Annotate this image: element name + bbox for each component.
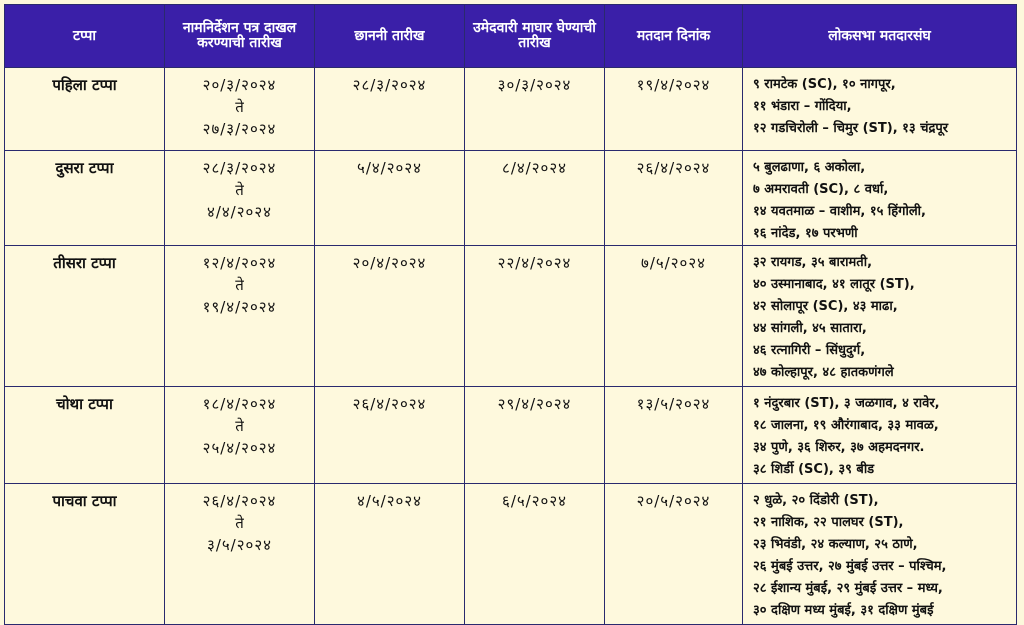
constituency-line: ११ भंडारा – गोंदिया, bbox=[753, 99, 852, 114]
nomination-to: ४/४/२०२४ bbox=[207, 203, 272, 221]
polling-cell bbox=[605, 246, 743, 387]
header-withdrawal: उमेदवारी माघार घेण्याची तारीख bbox=[465, 5, 605, 68]
election-schedule-table bbox=[4, 4, 1017, 625]
constituencies-cell bbox=[743, 484, 1017, 625]
constituency-line: ४७ कोल्हापूर, ४८ हातकणंगले bbox=[753, 365, 894, 380]
polling-date: १९/४/२०२४ bbox=[636, 76, 711, 94]
to-word: ते bbox=[235, 98, 244, 116]
nomination-to: २७/३/२०२४ bbox=[202, 120, 277, 138]
phase-cell: चोथा टप्पा bbox=[5, 387, 165, 484]
constituency-line: २ धुळे, २० दिंडोरी (ST), bbox=[753, 493, 879, 508]
table-row bbox=[5, 246, 1017, 387]
nomination-cell bbox=[165, 246, 315, 387]
header-constituencies: लोकसभा मतदारसंघ bbox=[743, 5, 1017, 68]
scrutiny-date: २६/४/२०२४ bbox=[352, 395, 427, 413]
to-word: ते bbox=[235, 181, 244, 199]
withdrawal-date: ८/४/२०२४ bbox=[502, 159, 567, 177]
nomination-to: ३/५/२०२४ bbox=[207, 536, 272, 554]
constituency-line: ४० उस्मानाबाद, ४१ लातूर (ST), bbox=[753, 277, 915, 292]
nomination-cell bbox=[165, 151, 315, 246]
nomination-to: २५/४/२०२४ bbox=[202, 439, 277, 457]
withdrawal-date: ३०/३/२०२४ bbox=[497, 76, 572, 94]
constituencies-cell bbox=[743, 68, 1017, 151]
withdrawal-cell bbox=[465, 484, 605, 625]
constituency-line: ७ अमरावती (SC), ८ वर्धा, bbox=[753, 182, 889, 197]
to-word: ते bbox=[235, 514, 244, 532]
nomination-from: १८/४/२०२४ bbox=[202, 395, 277, 413]
to-word: ते bbox=[235, 417, 244, 435]
withdrawal-date: २२/४/२०२४ bbox=[497, 254, 572, 272]
constituency-line: ४२ सोलापूर (SC), ४३ माढा, bbox=[753, 299, 898, 314]
nomination-cell bbox=[165, 68, 315, 151]
scrutiny-cell bbox=[315, 68, 465, 151]
header-phase: टप्पा bbox=[5, 5, 165, 68]
scrutiny-cell bbox=[315, 484, 465, 625]
constituency-line: २३ भिवंडी, २४ कल्याण, २५ ठाणे, bbox=[753, 537, 918, 552]
constituency-line: २१ नाशिक, २२ पालघर (ST), bbox=[753, 515, 904, 530]
nomination-from: २०/३/२०२४ bbox=[202, 76, 277, 94]
phase-cell: पाचवा टप्पा bbox=[5, 484, 165, 625]
polling-cell bbox=[605, 151, 743, 246]
scrutiny-date: २०/४/२०२४ bbox=[352, 254, 427, 272]
table-row bbox=[5, 387, 1017, 484]
withdrawal-cell bbox=[465, 68, 605, 151]
table-row bbox=[5, 68, 1017, 151]
withdrawal-cell bbox=[465, 151, 605, 246]
constituency-line: १६ नांदेड, १७ परभणी bbox=[753, 226, 858, 241]
constituency-line: ३२ रायगड, ३५ बारामती, bbox=[753, 255, 873, 270]
constituencies-cell bbox=[743, 246, 1017, 387]
scrutiny-date: २८/३/२०२४ bbox=[352, 76, 427, 94]
table-row bbox=[5, 151, 1017, 246]
constituency-line: ३८ शिर्डी (SC), ३९ बीड bbox=[753, 462, 875, 477]
nomination-to: १९/४/२०२४ bbox=[202, 298, 277, 316]
polling-date: ७/५/२०२४ bbox=[641, 254, 706, 272]
header-row bbox=[5, 5, 1017, 68]
constituencies-cell bbox=[743, 387, 1017, 484]
phase-cell: तीसरा टप्पा bbox=[5, 246, 165, 387]
withdrawal-date: ६/५/२०२४ bbox=[502, 492, 567, 510]
nomination-cell bbox=[165, 484, 315, 625]
constituency-line: ९ रामटेक (SC), १० नागपूर, bbox=[753, 77, 896, 92]
scrutiny-cell bbox=[315, 151, 465, 246]
constituency-line: १४ यवतमाळ – वाशीम, १५ हिंगोली, bbox=[753, 204, 926, 219]
polling-date: १३/५/२०२४ bbox=[636, 395, 711, 413]
polling-cell bbox=[605, 484, 743, 625]
constituency-line: ३४ पुणे, ३६ शिरुर, ३७ अहमदनगर. bbox=[753, 440, 925, 455]
header-polling: मतदान दिनांक bbox=[605, 5, 743, 68]
scrutiny-date: ४/५/२०२४ bbox=[357, 492, 422, 510]
table-row bbox=[5, 484, 1017, 625]
polling-cell bbox=[605, 387, 743, 484]
constituency-line: ३० दक्षिण मध्य मुंबई, ३१ दक्षिण मुंबई bbox=[753, 603, 934, 618]
constituency-line: २६ मुंबई उत्तर, २७ मुंबई उत्तर – पश्चिम, bbox=[753, 559, 947, 574]
constituency-line: २८ ईशान्य मुंबई, २९ मुंबई उत्तर – मध्य, bbox=[753, 581, 943, 596]
polling-date: २०/५/२०२४ bbox=[636, 492, 711, 510]
scrutiny-cell bbox=[315, 387, 465, 484]
constituency-line: ४४ सांगली, ४५ सातारा, bbox=[753, 321, 867, 336]
nomination-cell bbox=[165, 387, 315, 484]
phase-cell: पहिला टप्पा bbox=[5, 68, 165, 151]
nomination-from: २८/३/२०२४ bbox=[202, 159, 277, 177]
constituency-line: १८ जालना, १९ औरंगाबाद, ३३ मावळ, bbox=[753, 418, 939, 433]
nomination-from: १२/४/२०२४ bbox=[202, 254, 277, 272]
constituency-line: ४६ रत्नागिरी – सिंधुदुर्ग, bbox=[753, 343, 866, 358]
constituencies-cell bbox=[743, 151, 1017, 246]
scrutiny-date: ५/४/२०२४ bbox=[357, 159, 422, 177]
constituency-line: १ नंदुरबार (ST), ३ जळगाव, ४ रावेर, bbox=[753, 396, 940, 411]
withdrawal-cell bbox=[465, 246, 605, 387]
constituency-line: ५ बुलढाणा, ६ अकोला, bbox=[753, 160, 866, 175]
header-nomination: नामनिर्देशन पत्र दाखल करण्याची तारीख bbox=[165, 5, 315, 68]
polling-date: २६/४/२०२४ bbox=[636, 159, 711, 177]
polling-cell bbox=[605, 68, 743, 151]
withdrawal-date: २९/४/२०२४ bbox=[497, 395, 572, 413]
to-word: ते bbox=[235, 276, 244, 294]
phase-cell: दुसरा टप्पा bbox=[5, 151, 165, 246]
withdrawal-cell bbox=[465, 387, 605, 484]
header-scrutiny: छाननी तारीख bbox=[315, 5, 465, 68]
scrutiny-cell bbox=[315, 246, 465, 387]
constituency-line: १२ गडचिरोली – चिमुर (ST), १३ चंद्रपूर bbox=[753, 121, 949, 136]
nomination-from: २६/४/२०२४ bbox=[202, 492, 277, 510]
